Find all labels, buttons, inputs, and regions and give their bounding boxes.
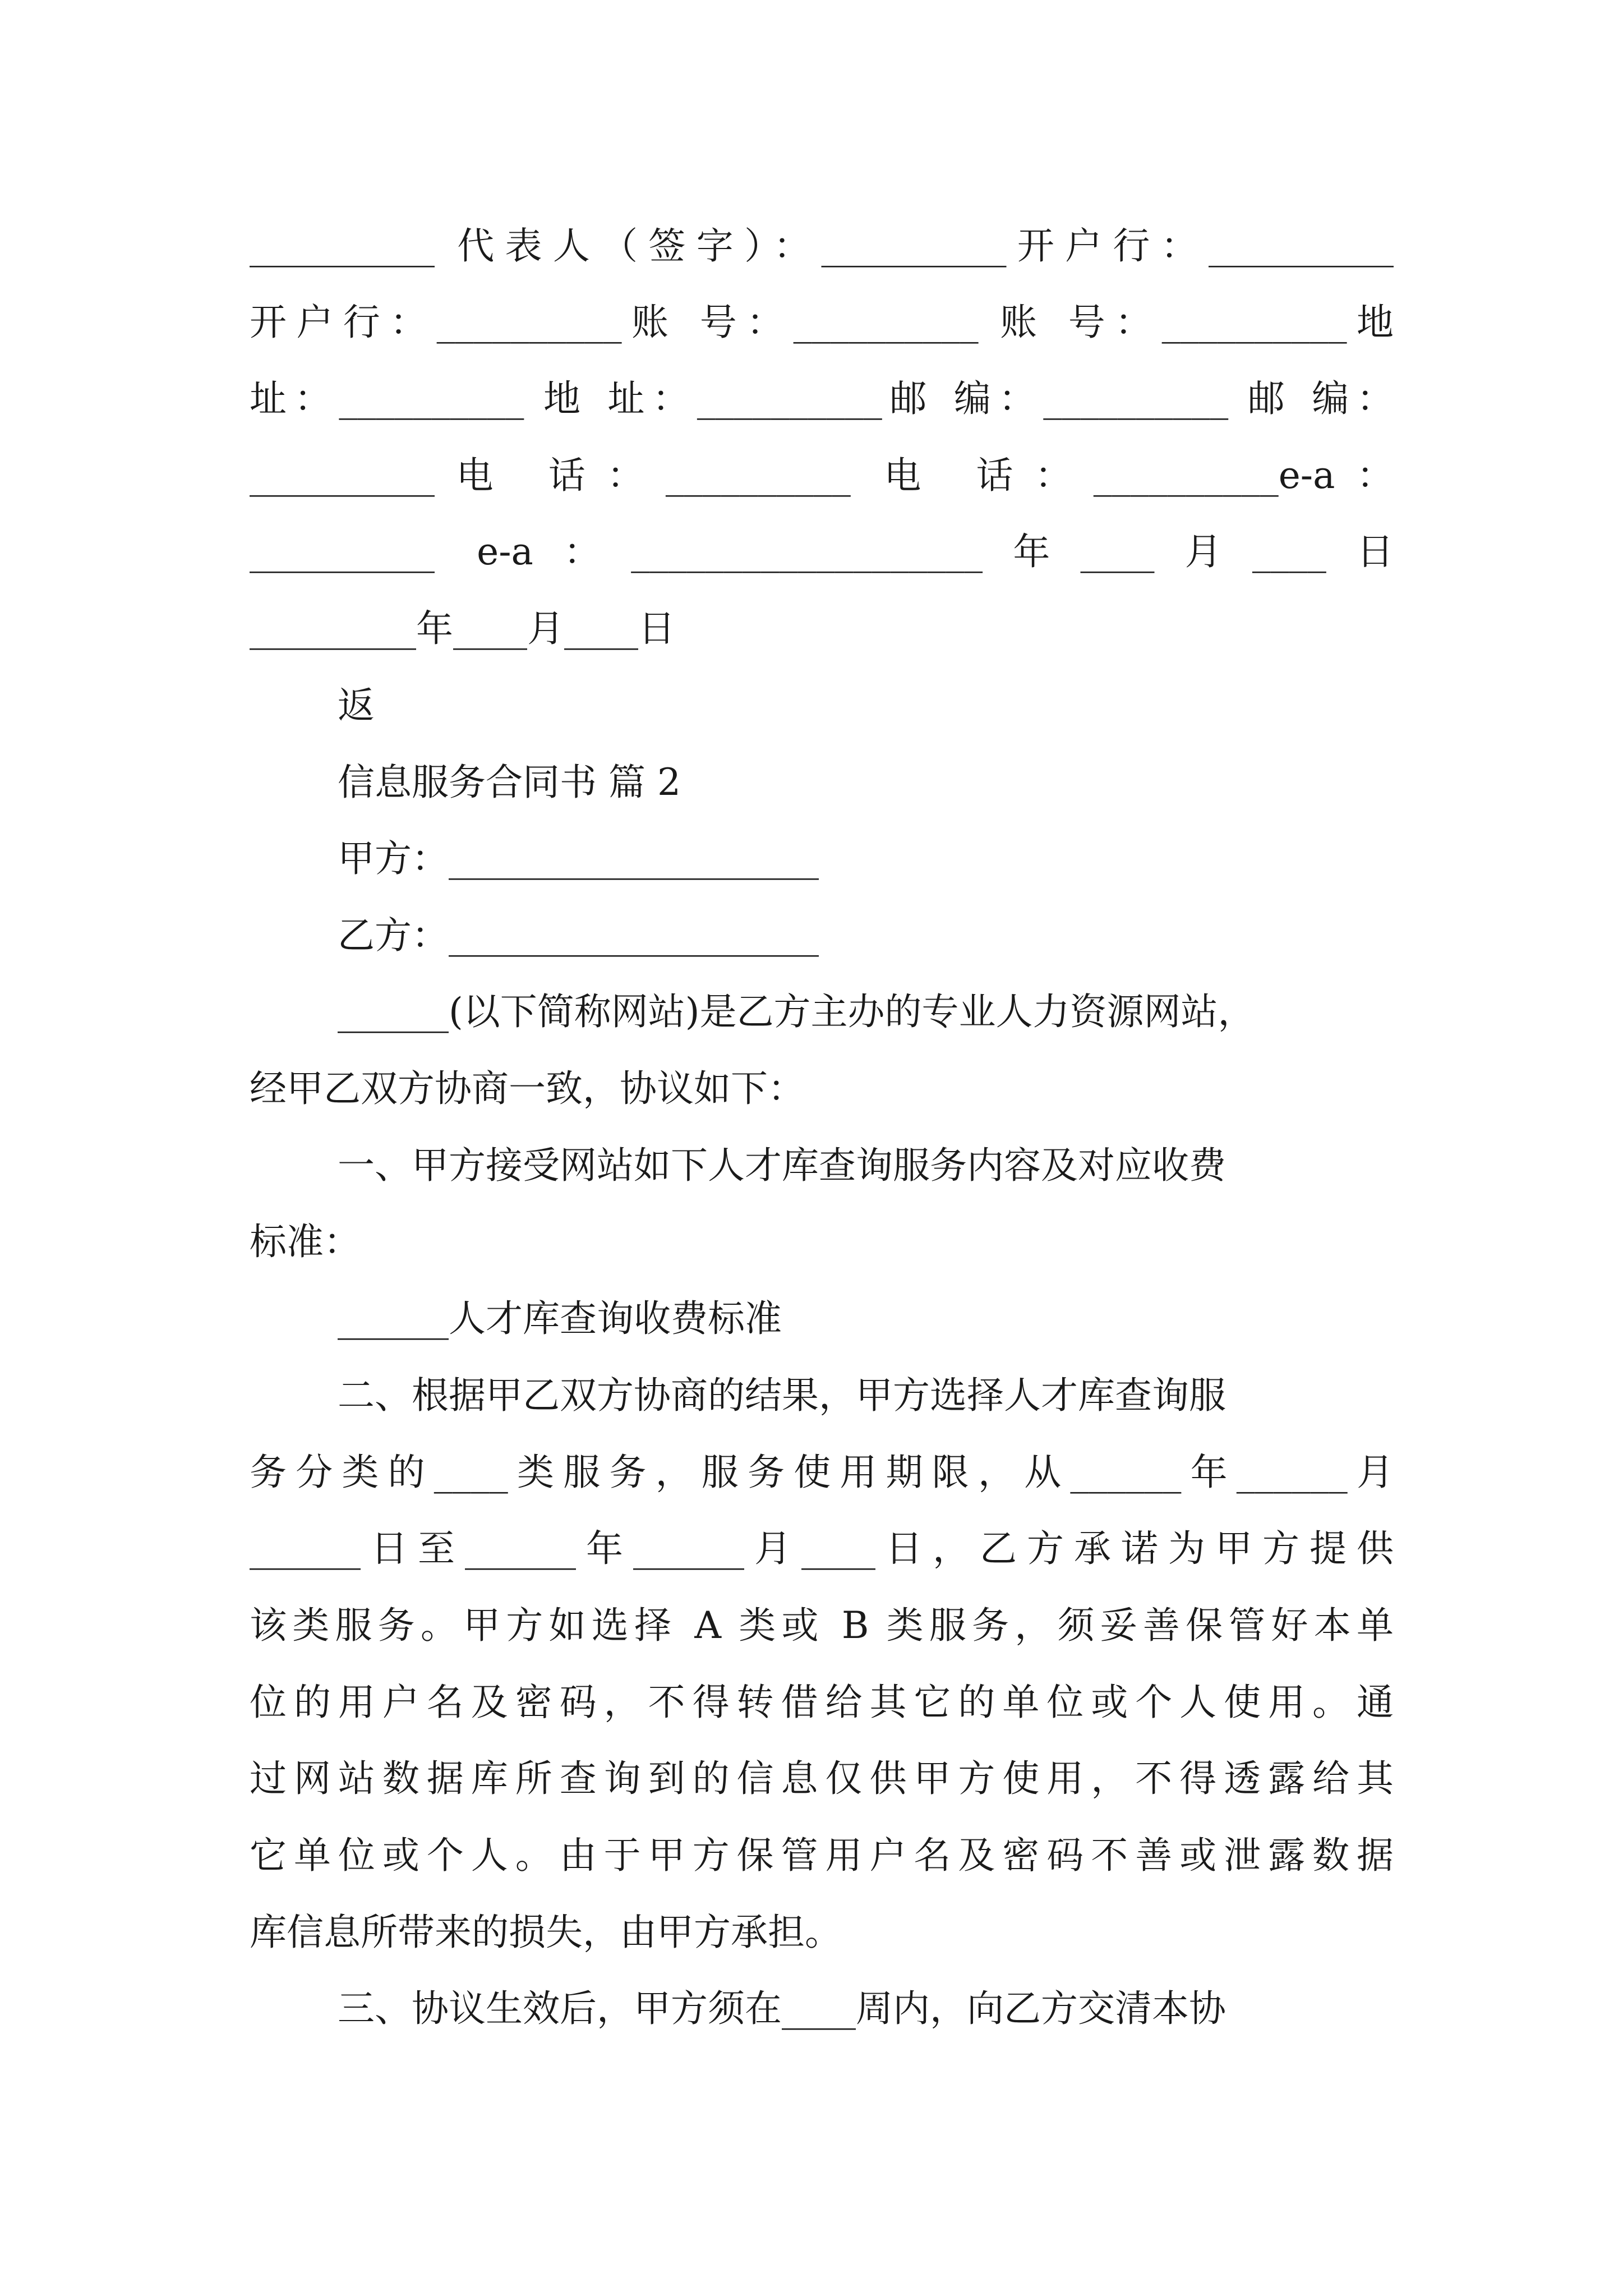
- clause-2-line-4: 该类服务。甲方如选择 A 类或 B 类服务，须妥善保管好本单: [250, 1604, 1394, 1647]
- return-text: 返: [338, 684, 375, 727]
- signature-line-phone-email: __________电 话：__________ 电 话：__________e-a：: [250, 454, 1394, 497]
- clause-2-line-6: 过网站数据库所查询到的信息仅供甲方使用，不得透露给其: [250, 1757, 1394, 1800]
- signature-line-representative: __________ 代表人（签字）：__________开户行：__________: [250, 224, 1394, 268]
- party-a-line: 甲方：____________________: [338, 837, 819, 880]
- clause-2-line-5: 位的用户名及密码，不得转借给其它的单位或个人使用。通: [250, 1681, 1394, 1724]
- signature-line-date: _________年____月____日: [250, 607, 675, 650]
- signature-line-bank-account: 开户行：__________账 号：__________ 账 号：__________地: [250, 301, 1394, 344]
- section-title: 信息服务合同书 篇 2: [338, 761, 681, 804]
- intro-paragraph-line-1: ______(以下简称网站)是乙方主办的专业人力资源网站，: [338, 990, 1255, 1033]
- clause-2-line-3: ______日至______年______月____日，乙方承诺为甲方提供: [250, 1527, 1394, 1570]
- party-b-line: 乙方：____________________: [338, 914, 819, 957]
- clause-2-line-1: 二、根据甲乙双方协商的结果，甲方选择人才库查询服: [338, 1374, 1226, 1417]
- clause-3-line-1: 三、协议生效后，甲方须在____周内，向乙方交清本协: [338, 1987, 1226, 2030]
- clause-1-line-1: 一、甲方接受网站如下人才库查询服务内容及对应收费: [338, 1144, 1226, 1187]
- fee-standard-line: ______人才库查询收费标准: [338, 1297, 782, 1340]
- clause-2-line-8: 库信息所带来的损失，由甲方承担。: [250, 1911, 842, 1954]
- clause-1-line-2: 标准：: [250, 1220, 361, 1263]
- signature-line-address-postcode: 址：__________ 地 址：__________邮 编：__________ 邮 编：: [250, 377, 1394, 420]
- signature-line-email-date: __________ e-a：___________________年____月____日: [250, 530, 1394, 573]
- clause-2-line-2: 务分类的____类服务，服务使用期限，从______年______月: [250, 1451, 1394, 1494]
- clause-2-line-7: 它单位或个人。由于甲方保管用户名及密码不善或泄露数据: [250, 1834, 1394, 1877]
- intro-paragraph-line-2: 经甲乙双方协商一致，协议如下：: [250, 1067, 805, 1110]
